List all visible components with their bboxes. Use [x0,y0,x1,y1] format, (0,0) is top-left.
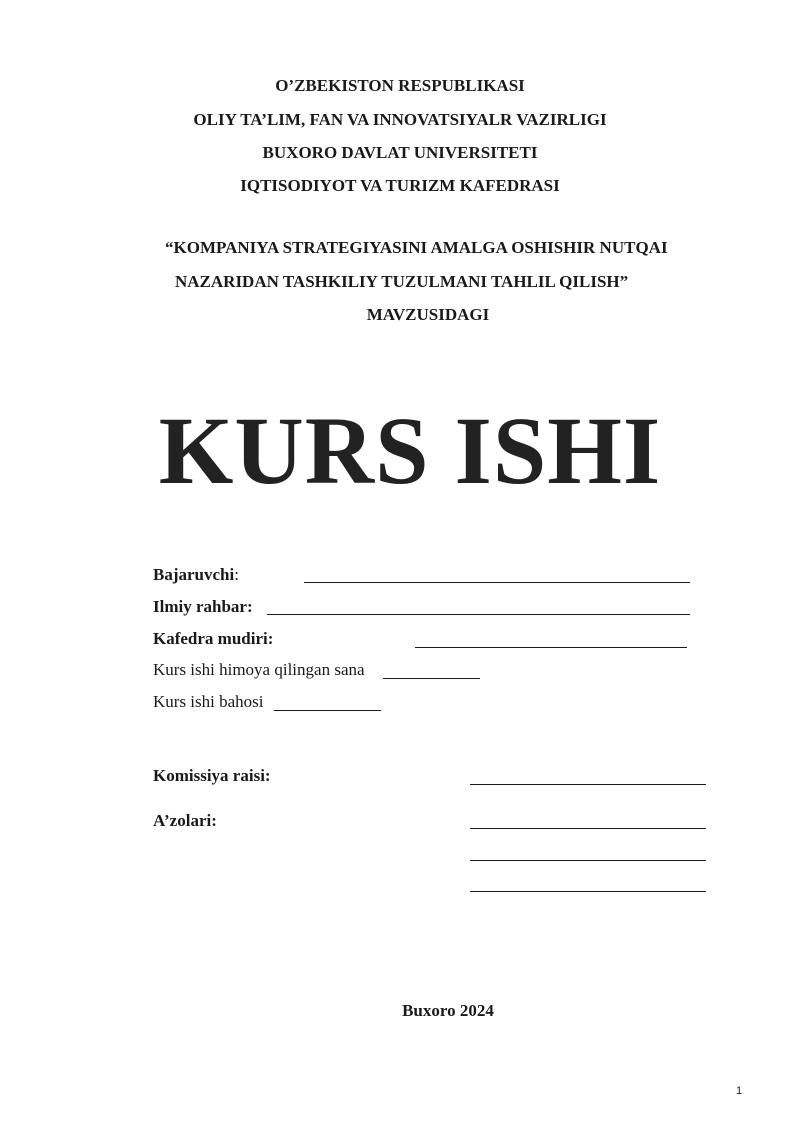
place-and-year: Buxoro 2024 [402,1001,494,1020]
azolari-signature-line-1 [470,828,706,829]
bahosi-label: Kurs ishi bahosi [153,692,264,711]
bajaruvchi-label [153,565,239,585]
himoya-sana-line [383,678,480,679]
azolari-signature-line-3 [470,891,706,892]
kafedra-mudiri-label: Kafedra mudiri: [153,629,274,648]
document-type-title: KURS ISHI [158,397,662,504]
komissiya-raisi-label: Komissiya raisi: [153,766,271,785]
komissiya-raisi-signature-line [470,784,706,785]
azolari-label: A’zolari: [153,811,217,830]
bajaruvchi-signature-line [304,582,690,583]
ministry-country: O’ZBEKISTON RESPUBLIKASI [275,76,525,95]
bajaruvchi-label-text: Bajaruvchi [153,565,235,584]
ilmiy-rahbar-signature-line [267,614,690,615]
himoya-sana-label: Kurs ishi himoya qilingan sana [153,660,365,679]
azolari-signature-line-2 [470,860,706,861]
page-number: 1 [736,1085,743,1097]
topic-line-3: MAVZUSIDAGI [366,305,490,324]
kafedra-mudiri-signature-line [415,647,687,648]
topic-line-2: NAZARIDAN TASHKILIY TUZULMANI TAHLIL QILISH” [175,272,629,291]
university-name: BUXORO DAVLAT UNIVERSITETI [262,143,538,162]
bajaruvchi-colon: : [234,565,239,584]
department-name: IQTISODIYOT VA TURIZM KAFEDRASI [240,176,560,195]
ministry-name: OLIY TA’LIM, FAN VA INNOVATSIYALR VAZIRLIGI [193,110,607,129]
topic-line-1: “KOMPANIYA STRATEGIYASINI AMALGA OSHISHIR NUTQAI [165,238,668,257]
ilmiy-rahbar-label: Ilmiy rahbar: [153,597,253,616]
bahosi-line [274,710,381,711]
